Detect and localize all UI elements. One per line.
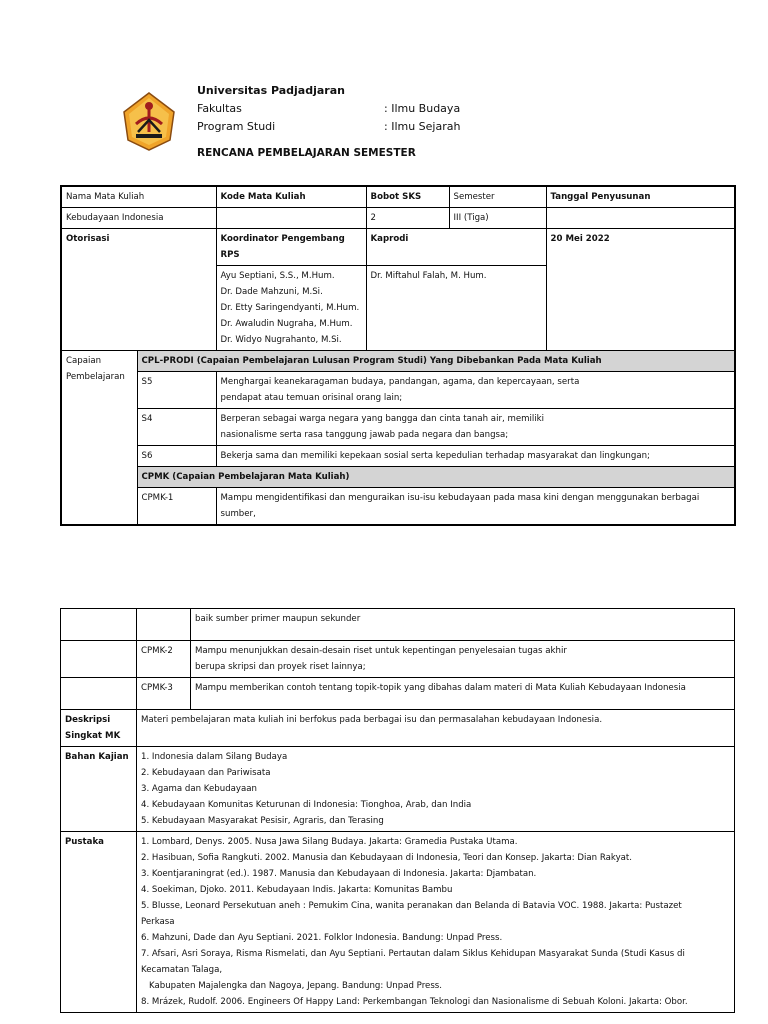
document-title: RENCANA PEMBELAJARAN SEMESTER — [197, 147, 416, 159]
cpl-row — [61, 372, 735, 409]
cpl-row — [61, 409, 735, 446]
koordinator-name: Dr. Widyo Nugrahanto, M.Si. — [220, 335, 342, 345]
koordinator-name: Ayu Septiani, S.S., M.Hum. — [220, 271, 335, 281]
cpmk-code: CPMK-1 — [137, 488, 216, 526]
cpmk-row — [61, 488, 735, 526]
cpl-line: Berperan sebagai warga negara yang bangga dan cinta tanah air, memiliki — [220, 414, 545, 424]
pustaka-item: 6. Mahzuni, Dade dan Ayu Septiani. 2021. Folklor Indonesia. Bandung: Unpad Press. — [141, 933, 503, 943]
sks-header: Bobot SKS — [366, 186, 449, 208]
bahan-list — [137, 747, 735, 832]
cpl-code: S4 — [137, 409, 216, 446]
course-code-header: Kode Mata Kuliah — [216, 186, 366, 208]
cpmk-text: Mampu mengidentifikasi dan menguraikan isu-isu kebudayaan pada masa kini dengan menggunakan berbagai sumber, — [216, 488, 735, 526]
bahan-item: 2. Kebudayaan dan Pariwisata — [141, 768, 271, 778]
bahan-item: 3. Agama dan Kebudayaan — [141, 784, 257, 794]
pustaka-item: Kecamatan Talaga, — [141, 965, 223, 975]
header-text — [197, 82, 460, 162]
deskripsi-label: Deskripsi Singkat MK — [61, 710, 137, 747]
cpmk-row — [61, 678, 735, 710]
cpl-code: S5 — [137, 372, 216, 409]
pustaka-item: 8. Mrázek, Rudolf. 2006. Engineers Of Happy Land: Perkembangan Teknologi dan Nasionalisme di Sebuah Koloni. Jakarta: Obor. — [141, 997, 688, 1007]
pustaka-list — [137, 832, 735, 1013]
cpmk-text: Mampu memberikan contoh tentang topik-topik yang dibahas dalam materi di Mata Kuliah Kebudayaan Indonesia — [191, 678, 735, 710]
university-logo-icon — [118, 90, 180, 152]
program-label: Program Studi — [197, 120, 276, 133]
cpmk-header-row — [61, 467, 735, 488]
course-row — [61, 208, 735, 229]
pustaka-item: 1. Lombard, Denys. 2005. Nusa Jawa Silang Budaya. Jakarta: Gramedia Pustaka Utama. — [141, 837, 518, 847]
empty-cell — [137, 609, 191, 641]
deskripsi-row — [61, 710, 735, 747]
faculty-value: : Ilmu Budaya — [384, 102, 461, 115]
cpl-line: Menghargai keanekaragaman budaya, pandangan, agama, dan kepercayaan, serta — [220, 377, 580, 387]
koordinator-label: Koordinator Pengembang RPS — [216, 229, 366, 266]
cpl-header-row — [61, 351, 735, 372]
cpl-text: Bekerja sama dan memiliki kepekaan sosial serta kepedulian terhadap masyarakat dan lingkungan; — [216, 446, 735, 467]
semester-header: Semester — [449, 186, 546, 208]
course-code — [216, 208, 366, 229]
bahan-row — [61, 747, 735, 832]
course-name-header: Nama Mata Kuliah — [61, 186, 216, 208]
program-row — [197, 118, 460, 136]
bahan-label: Bahan Kajian — [61, 747, 137, 832]
cpmk-header: CPMK (Capaian Pembelajaran Mata Kuliah) — [137, 467, 735, 488]
otorisasi-label: Otorisasi — [61, 229, 216, 351]
pustaka-item: 3. Koentjaraningrat (ed.). 1987. Manusia dan Kebudayaan di Indonesia. Jakarta: Djambatan. — [141, 869, 537, 879]
empty-cell — [61, 641, 137, 678]
cpl-line: pendapat atau temuan orisinal orang lain; — [220, 393, 403, 403]
pustaka-row — [61, 832, 735, 1013]
koordinator-name: Dr. Dade Mahzuni, M.Si. — [220, 287, 323, 297]
program-value: : Ilmu Sejarah — [384, 120, 461, 133]
pustaka-item: 7. Afsari, Asri Soraya, Risma Rismelati, dan Ayu Septiani. Pertautan dalam Siklus Kehidupan Masyarakat Sunda (Studi Kasus di — [141, 949, 685, 959]
course-name: Kebudayaan Indonesia — [61, 208, 216, 229]
cpl-header: CPL-PRODI (Capaian Pembelajaran Lulusan Program Studi) Yang Dibebankan Pada Mata Kuliah — [137, 351, 735, 372]
header-row — [61, 186, 735, 208]
pustaka-item: 4. Soekiman, Djoko. 2011. Kebudayaan Indis. Jakarta: Komunitas Bambu — [141, 885, 453, 895]
kaprodi-name: Dr. Miftahul Falah, M. Hum. — [366, 266, 546, 351]
sks-value: 2 — [366, 208, 449, 229]
cpmk-line: Mampu menunjukkan desain-desain riset untuk kepentingan penyelesaian tugas akhir — [195, 646, 567, 656]
pustaka-label: Pustaka — [61, 832, 137, 1013]
faculty-row — [197, 100, 460, 118]
cpmk-continued-row — [61, 609, 735, 641]
cpl-line: nasionalisme serta rasa tanggung jawab pada negara dan bangsa; — [220, 430, 509, 440]
koordinator-name: Dr. Etty Saringendyanti, M.Hum. — [220, 303, 360, 313]
cpl-row — [61, 446, 735, 467]
cpl-code: S6 — [137, 446, 216, 467]
cpl-text — [216, 372, 735, 409]
cpmk-text — [191, 641, 735, 678]
cpl-text — [216, 409, 735, 446]
date-header: Tanggal Penyusunan — [546, 186, 735, 208]
cpmk-row — [61, 641, 735, 678]
cpmk-line: berupa skripsi dan proyek riset lainnya; — [195, 662, 366, 672]
semester-value: III (Tiga) — [449, 208, 546, 229]
document-header — [118, 82, 618, 162]
koordinator-name: Dr. Awaludin Nugraha, M.Hum. — [220, 319, 353, 329]
bahan-item: 1. Indonesia dalam Silang Budaya — [141, 752, 288, 762]
kaprodi-label: Kaprodi — [366, 229, 546, 266]
rps-table-page-1 — [60, 185, 736, 526]
cpmk-code: CPMK-3 — [137, 678, 191, 710]
pustaka-item: Perkasa — [141, 917, 175, 927]
capaian-label: Capaian Pembelajaran — [61, 351, 137, 526]
cpmk-code: CPMK-2 — [137, 641, 191, 678]
koordinator-list — [216, 266, 366, 351]
empty-cell — [61, 609, 137, 641]
date-value: 20 Mei 2022 — [546, 229, 735, 351]
rps-table-page-2 — [60, 608, 735, 1013]
date-empty-cell — [546, 208, 735, 229]
pustaka-item: 2. Hasibuan, Sofia Rangkuti. 2002. Manusia dan Kebudayaan di Indonesia, Teori dan Konsep. Jakarta: Dian Rakyat. — [141, 853, 633, 863]
cpmk-continued-text: baik sumber primer maupun sekunder — [191, 609, 735, 641]
bahan-item: 4. Kebudayaan Komunitas Keturunan di Indonesia: Tionghoa, Arab, dan India — [141, 800, 472, 810]
otorisasi-row — [61, 229, 735, 266]
university-name: Universitas Padjadjaran — [197, 84, 345, 97]
faculty-label: Fakultas — [197, 102, 242, 115]
bahan-item: 5. Kebudayaan Masyarakat Pesisir, Agraris, dan Terasing — [141, 816, 384, 826]
deskripsi-text: Materi pembelajaran mata kuliah ini berfokus pada berbagai isu dan permasalahan kebudayaan Indonesia. — [137, 710, 735, 747]
empty-cell — [61, 678, 137, 710]
pustaka-item: 5. Blusse, Leonard Persekutuan aneh : Pemukim Cina, wanita peranakan dan Belanda di Batavia VOC. 1988. Jakarta: Pustazet — [141, 901, 682, 911]
pustaka-item: Kabupaten Majalengka dan Nagoya, Jepang. Bandung: Unpad Press. — [149, 981, 443, 991]
